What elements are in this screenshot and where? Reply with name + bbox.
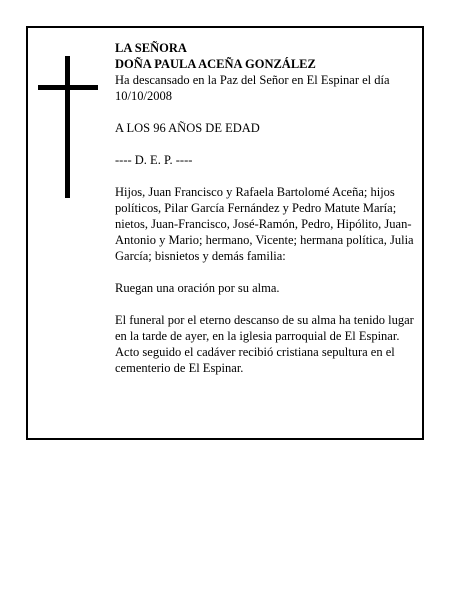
obituary-rest-statement: Ha descansado en la Paz del Señor en El Espinar el día 10/10/2008: [115, 73, 390, 103]
obituary-prayer: Ruegan una oración por su alma.: [115, 281, 280, 295]
obituary-dep: ---- D. E. P. ----: [115, 153, 193, 167]
obituary-funeral: El funeral por el eterno descanso de su alma ha tenido lugar en la tarde de ayer, en la iglesia parroquial de El Espinar. Acto seguido el cadáver recibió cristiana sepultura en el cementerio de El Espinar.: [115, 313, 414, 375]
obituary-title-line1: LA SEÑORA: [115, 41, 187, 55]
obituary-age: A LOS 96 AÑOS DE EDAD: [115, 121, 260, 135]
obituary-notice: [26, 26, 424, 440]
cross-vertical-bar: [65, 56, 70, 198]
obituary-title-line2: DOÑA PAULA ACEÑA GONZÁLEZ: [115, 57, 316, 71]
obituary-family: Hijos, Juan Francisco y Rafaela Bartolomé Aceña; hijos políticos, Pilar García Fernández y Pedro Matute María; nietos, Juan-Francisco, José-Ramón, Pedro, Hipólito, Juan-Antonio y Mario; hermano, Vicente; hermana política, Julia García; bisnietos y demás familia:: [115, 185, 414, 263]
obituary-text: [115, 40, 420, 376]
cross-horizontal-bar: [38, 85, 98, 90]
